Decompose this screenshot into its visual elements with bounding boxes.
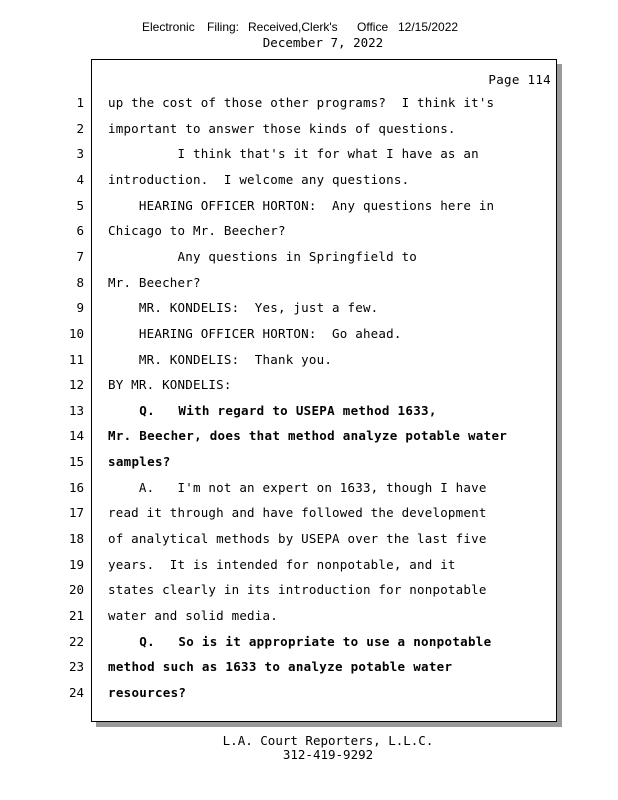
- line-number: 17: [68, 505, 84, 521]
- transcript-line: [0, 634, 618, 654]
- page-number: Page 114: [488, 72, 551, 87]
- line-text: Mr. Beecher, does that method analyze potable water: [108, 428, 508, 444]
- filing-word-office: Office: [357, 20, 389, 34]
- transcript-line: [0, 377, 618, 397]
- line-number: 14: [68, 428, 84, 444]
- line-text: MR. KONDELIS: Thank you.: [108, 351, 333, 367]
- transcript-line: [0, 352, 618, 372]
- line-number: 8: [76, 274, 84, 290]
- hearing-date: December 7, 2022: [262, 35, 384, 50]
- line-text: BY MR. KONDELIS:: [108, 377, 232, 393]
- line-text: Chicago to Mr. Beecher?: [108, 223, 286, 239]
- line-number: 1: [76, 95, 84, 110]
- filing-date: 12/15/2022: [398, 20, 459, 34]
- transcript-line: [0, 146, 618, 166]
- line-text: years. It is intended for nonpotable, and it: [108, 556, 456, 572]
- court-reporter-name: L.A. Court Reporters, L.L.C.: [222, 733, 434, 748]
- transcript-line: [0, 557, 618, 577]
- line-number: 4: [76, 171, 84, 187]
- transcript-line: [0, 300, 618, 320]
- line-number: 13: [68, 402, 84, 418]
- line-number: 10: [68, 325, 84, 341]
- transcript-line: [0, 454, 618, 474]
- transcript-line: [0, 326, 618, 346]
- transcript-line: [0, 403, 618, 423]
- line-number: 18: [68, 531, 84, 547]
- line-number: 5: [76, 197, 84, 213]
- line-number: 7: [76, 248, 84, 264]
- line-text: water and solid media.: [108, 608, 278, 623]
- transcript-line: [0, 505, 618, 525]
- line-text: read it through and have followed the development: [108, 505, 487, 521]
- line-number: 19: [68, 556, 84, 572]
- transcript-line: [0, 428, 618, 448]
- line-number: 2: [76, 120, 84, 136]
- filing-word-filing: Filing:: [207, 20, 240, 34]
- transcript-line: [0, 480, 618, 500]
- line-text: up the cost of those other programs? I think it's: [108, 95, 495, 110]
- transcript-line: [0, 95, 618, 115]
- line-number: 3: [76, 146, 84, 162]
- transcript-line: [0, 531, 618, 551]
- transcript-line: [0, 582, 618, 602]
- line-text: Mr. Beecher?: [108, 274, 201, 290]
- line-number: 20: [68, 582, 84, 598]
- line-text: I think that's it for what I have as an: [108, 146, 479, 162]
- line-number: 6: [76, 223, 84, 239]
- transcript-line: [0, 249, 618, 269]
- line-text: HEARING OFFICER HORTON: Any questions here in: [108, 197, 495, 213]
- transcript-line: [0, 659, 618, 679]
- line-text: samples?: [108, 454, 171, 470]
- line-text: method such as 1633 to analyze potable water: [108, 659, 453, 675]
- line-text: introduction. I welcome any questions.: [108, 171, 410, 187]
- line-number: 22: [68, 633, 84, 649]
- filing-word-received-clerks: Received,Clerk's: [248, 20, 338, 34]
- line-text: important to answer those kinds of questions.: [108, 120, 456, 136]
- line-text: states clearly in its introduction for nonpotable: [108, 582, 487, 598]
- line-number: 15: [68, 454, 84, 470]
- filing-word-electronic: Electronic: [142, 20, 195, 34]
- court-reporter-phone: 312-419-9292: [282, 747, 374, 762]
- transcript-line: [0, 198, 618, 218]
- line-text: Q. So is it appropriate to use a nonpotable: [108, 633, 492, 649]
- line-text: MR. KONDELIS: Yes, just a few.: [108, 300, 379, 316]
- transcript-line: [0, 275, 618, 295]
- transcript-line: [0, 608, 618, 628]
- transcript-line: [0, 121, 618, 141]
- transcript-line: [0, 685, 618, 705]
- line-text: Any questions in Springfield to: [108, 248, 418, 264]
- transcript-line: [0, 172, 618, 192]
- line-number: 23: [68, 659, 84, 675]
- line-text: Q. With regard to USEPA method 1633,: [108, 402, 437, 418]
- line-text: HEARING OFFICER HORTON: Go ahead.: [108, 325, 402, 341]
- line-text: resources?: [108, 684, 187, 700]
- line-number: 24: [68, 684, 84, 700]
- line-text: of analytical methods by USEPA over the last five: [108, 531, 487, 547]
- line-number: 12: [68, 377, 84, 393]
- line-number: 21: [68, 608, 84, 623]
- line-number: 11: [68, 351, 84, 367]
- line-text: A. I'm not an expert on 1633, though I have: [108, 479, 487, 495]
- line-number: 9: [76, 300, 84, 316]
- transcript-line: [0, 223, 618, 243]
- line-number: 16: [68, 479, 84, 495]
